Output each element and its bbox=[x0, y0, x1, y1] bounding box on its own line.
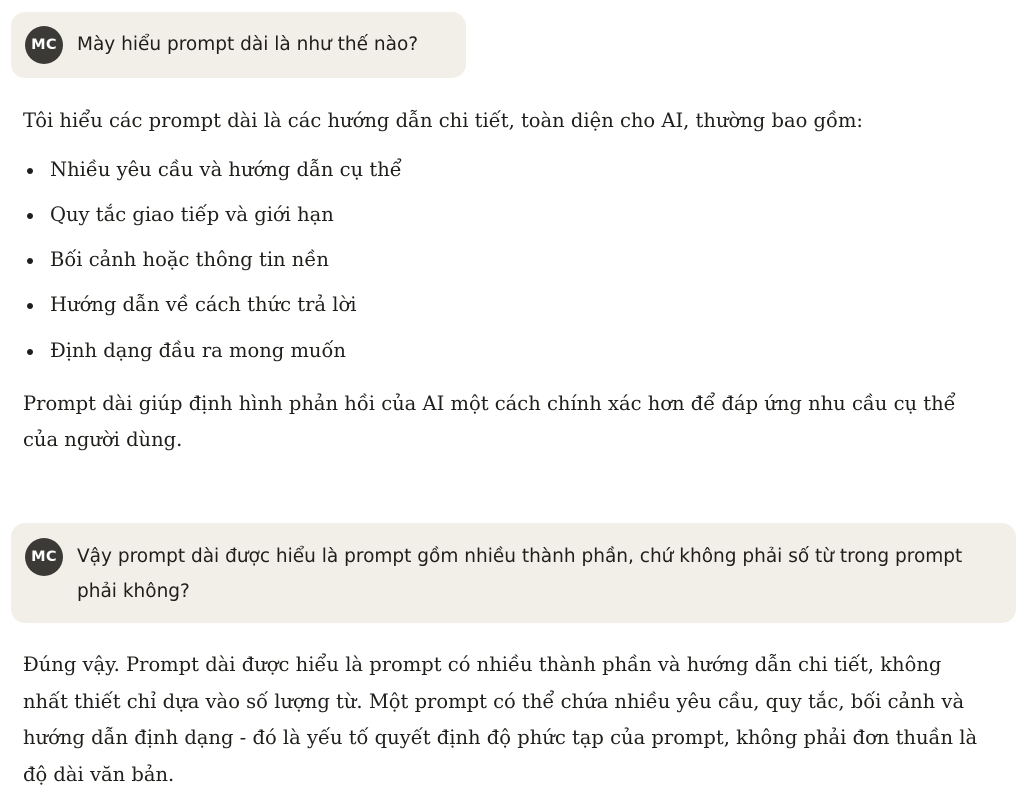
bullet-icon bbox=[27, 303, 33, 309]
user-message-bubble bbox=[11, 523, 1016, 623]
assistant-intro-text: Tôi hiểu các prompt dài là các hướng dẫn chi tiết, toàn diện cho AI, thường bao gồm: bbox=[23, 109, 864, 132]
bullet-icon bbox=[27, 213, 33, 219]
assistant-message: Tôi hiểu các prompt dài là các hướng dẫn chi tiết, toàn diện cho AI, thường bao gồm: Nhiều yêu cầu và hướng dẫn cụ thể Quy tắc giao tiếp và giới hạn Bối cảnh hoặc thông tin nền Hướng dẫn về cách thức trả lời Định dạng đầu ra mong muốn Prompt dài giúp định hình phản hồi của AI một cách chính xác hơn để đáp ứng nhu cầu cụ thể của người dùng. bbox=[23, 0, 973, 470]
user-message-text: Mày hiểu prompt dài là như thế nào? bbox=[77, 34, 419, 55]
user-avatar[interactable]: MC bbox=[25, 26, 63, 64]
bullet-icon bbox=[27, 349, 33, 355]
user-avatar[interactable]: MC bbox=[25, 538, 63, 576]
assistant-reply-text: Đúng vậy. Prompt dài được hiểu là prompt có nhiều thành phần và hướng dẫn chi tiết, không nhất thiết chỉ dựa vào số lượng từ. Một prompt có thể chứa nhiều yêu cầu, quy tắc, bối cảnh và hướng dẫn định dạng - đó là yếu tố quyết định độ phức tạp của prompt, không phải đơn thuần là độ dài văn bản. bbox=[23, 653, 978, 786]
user-message-text: Vậy prompt dài được hiểu là prompt gồm nhiều thành phần, chứ không phải số từ trong prompt phải không? bbox=[77, 546, 963, 602]
bullet-icon bbox=[27, 168, 33, 174]
bullet-icon bbox=[27, 258, 33, 264]
assistant-outro-text: Prompt dài giúp định hình phản hồi của AI một cách chính xác hơn để đáp ứng nhu cầu cụ thể của người dùng. bbox=[23, 392, 956, 451]
